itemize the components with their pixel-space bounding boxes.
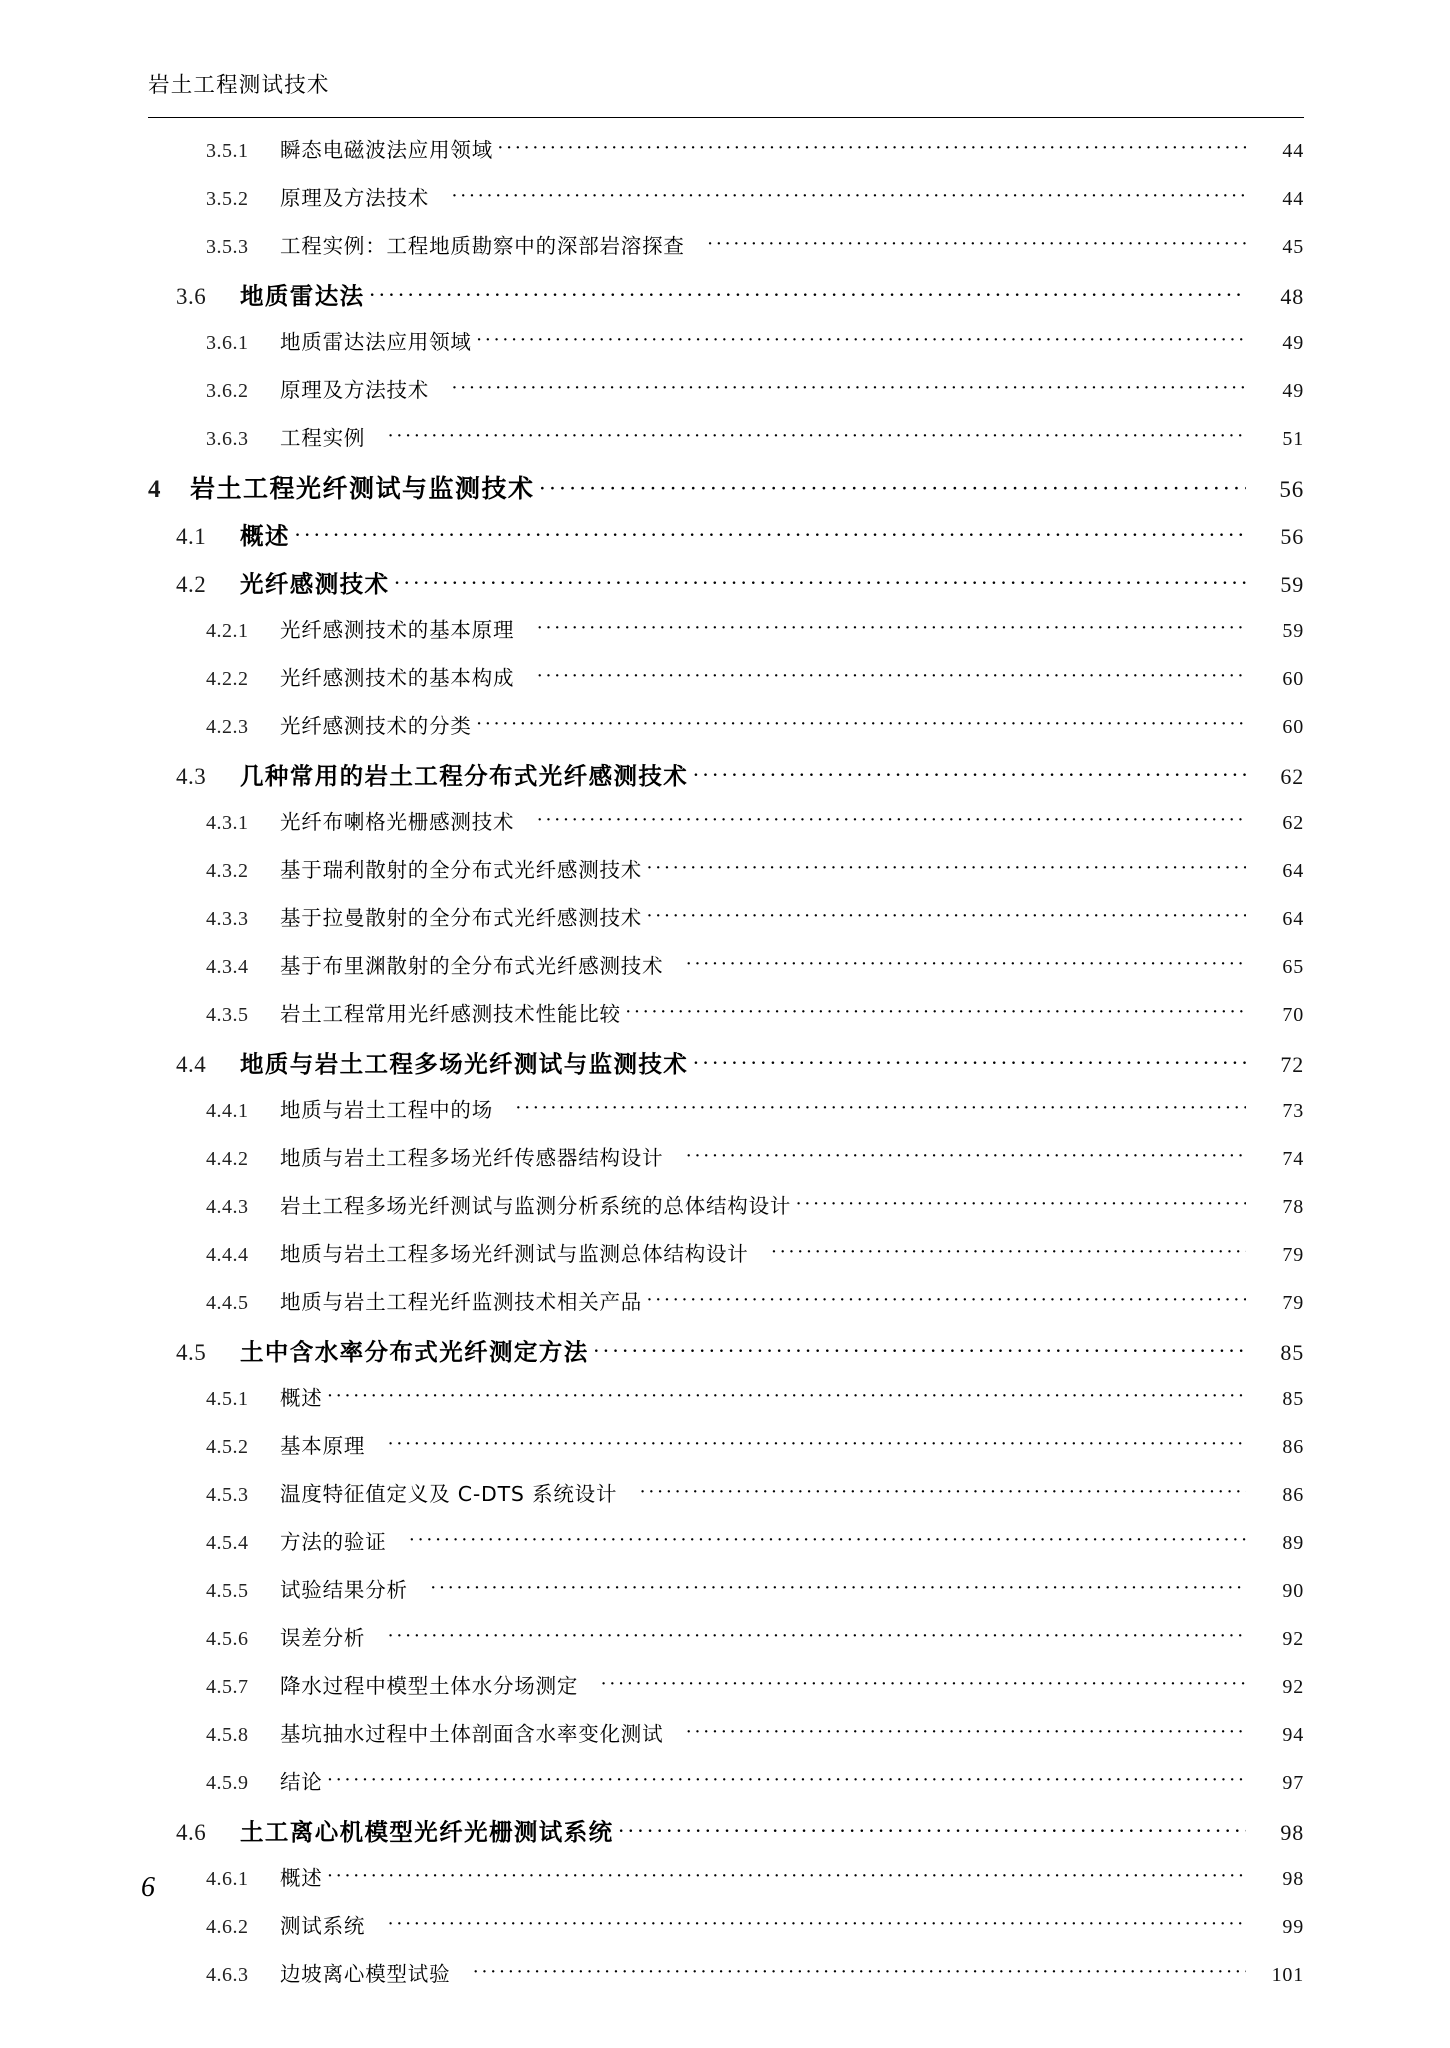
toc-entry-title: 基于布里渊散射的全分布式光纤感测技术 [280, 954, 664, 978]
toc-entry-title: 基于拉曼散射的全分布式光纤感测技术 [280, 906, 643, 930]
toc-dot-leader [685, 1725, 1246, 1741]
toc-entry-page-number: 79 [1282, 1292, 1304, 1314]
toc-dot-leader [646, 861, 1246, 877]
toc-entry-title: 工程实例：工程地质勘察中的深部岩溶探查 [280, 234, 685, 258]
toc-entry[interactable] [148, 1429, 1304, 1477]
toc-entry-page-number: 86 [1282, 1484, 1304, 1506]
toc-entry-number: 4.3 [176, 764, 207, 789]
toc-entry-page-number: 64 [1282, 908, 1304, 930]
toc-entry-title: 地质与岩土工程光纤监测技术相关产品 [280, 1290, 643, 1314]
toc-entry-title: 降水过程中模型土体水分场测定 [280, 1674, 579, 1698]
toc-entry-page-number: 94 [1282, 1724, 1304, 1746]
toc-entry[interactable] [148, 661, 1304, 709]
toc-entry[interactable] [148, 1093, 1304, 1141]
toc-dot-leader [387, 429, 1246, 445]
toc-entry[interactable] [148, 997, 1304, 1045]
toc-entry-title: 工程实例 [280, 426, 366, 450]
page-number-folio: 6 [141, 1872, 155, 1903]
toc-entry-number: 4.4 [176, 1052, 207, 1077]
toc-entry-title: 地质雷达法应用领域 [280, 330, 472, 354]
toc-entry-page-number: 89 [1282, 1532, 1304, 1554]
toc-dot-leader [430, 1581, 1246, 1597]
toc-entry-page-number: 86 [1282, 1436, 1304, 1458]
toc-entry-title: 概述 [240, 522, 290, 550]
toc-dot-leader [294, 528, 1246, 544]
toc-entry-title: 光纤感测技术的基本构成 [280, 666, 515, 690]
toc-dot-leader [387, 1629, 1246, 1645]
toc-entry-number: 4 [148, 476, 161, 503]
toc-entry[interactable] [148, 1477, 1304, 1525]
toc-entry-number: 4.4.1 [206, 1100, 249, 1122]
toc-dot-leader [646, 909, 1246, 925]
toc-entry-title: 岩土工程光纤测试与监测技术 [190, 474, 535, 503]
toc-entry-title: 地质与岩土工程多场光纤传感器结构设计 [280, 1146, 664, 1170]
toc-entry[interactable] [148, 1957, 1304, 2005]
toc-entry-page-number: 48 [1280, 284, 1304, 309]
toc-entry[interactable] [148, 901, 1304, 949]
toc-entry[interactable] [148, 517, 1304, 565]
toc-entry-number: 4.6 [176, 1820, 207, 1845]
toc-entry[interactable] [148, 1285, 1304, 1333]
toc-entry-page-number: 99 [1282, 1916, 1304, 1938]
toc-entry-page-number: 85 [1282, 1388, 1304, 1410]
toc-entry[interactable] [148, 325, 1304, 373]
toc-entry[interactable] [148, 1813, 1304, 1861]
toc-entry-number: 4.2.2 [206, 668, 249, 690]
toc-entry-page-number: 90 [1282, 1580, 1304, 1602]
toc-entry-page-number: 73 [1282, 1100, 1304, 1122]
toc-entry-title: 几种常用的岩土工程分布式光纤感测技术 [240, 762, 689, 790]
toc-dot-leader [625, 1005, 1246, 1021]
toc-entry-title: 误差分析 [280, 1626, 366, 1650]
toc-entry-page-number: 49 [1282, 332, 1304, 354]
toc-dot-leader [618, 1824, 1247, 1840]
toc-dot-leader [536, 621, 1246, 637]
toc-entry-number: 3.6.3 [206, 428, 249, 450]
toc-entry[interactable] [148, 469, 1304, 517]
toc-entry-title: 土中含水率分布式光纤测定方法 [240, 1338, 589, 1366]
toc-entry-page-number: 85 [1280, 1340, 1304, 1365]
toc-entry-page-number: 45 [1282, 236, 1304, 258]
toc-entry-title: 试验结果分析 [280, 1578, 408, 1602]
toc-entry[interactable] [148, 1717, 1304, 1765]
toc-entry-page-number: 49 [1282, 380, 1304, 402]
toc-entry-page-number: 51 [1282, 428, 1304, 450]
toc-entry-number: 4.5.7 [206, 1676, 249, 1698]
toc-entry-number: 4.5.3 [206, 1484, 249, 1506]
toc-entry[interactable] [148, 1765, 1304, 1813]
toc-entry-number: 4.3.4 [206, 956, 249, 978]
toc-entry[interactable] [148, 1669, 1304, 1717]
toc-entry-page-number: 65 [1282, 956, 1304, 978]
toc-entry-page-number: 56 [1279, 477, 1304, 502]
toc-entry-number: 3.5.2 [206, 188, 249, 210]
toc-entry-title: 地质与岩土工程中的场 [280, 1098, 493, 1122]
toc-entry-number: 4.5 [176, 1340, 207, 1365]
toc-entry-title: 方法的验证 [280, 1530, 387, 1554]
toc-dot-leader [472, 1965, 1246, 1981]
toc-dot-leader [685, 957, 1246, 973]
toc-entry-page-number: 78 [1282, 1196, 1304, 1218]
toc-entry[interactable] [148, 613, 1304, 661]
toc-entry-page-number: 44 [1282, 140, 1304, 162]
toc-dot-leader [539, 481, 1246, 497]
toc-entry[interactable] [148, 709, 1304, 757]
toc-entry[interactable] [148, 277, 1304, 325]
toc-entry-page-number: 59 [1282, 620, 1304, 642]
toc-dot-leader [497, 141, 1246, 157]
toc-dot-leader [476, 333, 1246, 349]
toc-entry-number: 4.6.2 [206, 1916, 249, 1938]
toc-entry-title: 光纤感测技术 [240, 570, 390, 598]
toc-entry[interactable] [148, 133, 1304, 181]
toc-entry-number: 4.2 [176, 572, 207, 597]
toc-entry-number: 4.5.8 [206, 1724, 249, 1746]
running-header-title: 岩土工程测试技术 [148, 73, 330, 98]
toc-entry-number: 4.4.2 [206, 1148, 249, 1170]
toc-entry-title: 基本原理 [280, 1434, 366, 1458]
toc-dot-leader [327, 1869, 1246, 1885]
toc-entry-number: 4.3.2 [206, 860, 249, 882]
toc-entry-title: 岩土工程多场光纤测试与监测分析系统的总体结构设计 [280, 1194, 792, 1218]
toc-entry-number: 4.6.3 [206, 1964, 249, 1986]
toc-entry-number: 4.2.1 [206, 620, 249, 642]
toc-entry-page-number: 60 [1282, 668, 1304, 690]
toc-entry-number: 4.6.1 [206, 1868, 249, 1890]
toc-entry[interactable] [148, 1621, 1304, 1669]
toc-entry-title: 原理及方法技术 [280, 186, 430, 210]
toc-entry-title: 地质与岩土工程多场光纤测试与监测总体结构设计 [280, 1242, 749, 1266]
toc-dot-leader [771, 1245, 1246, 1261]
toc-entry[interactable] [148, 853, 1304, 901]
toc-entry-page-number: 92 [1282, 1676, 1304, 1698]
toc-entry[interactable] [148, 1573, 1304, 1621]
toc-entry-page-number: 62 [1280, 764, 1304, 789]
toc-entry-page-number: 101 [1271, 1964, 1304, 1986]
toc-entry-number: 4.5.9 [206, 1772, 249, 1794]
toc-entry-number: 4.5.4 [206, 1532, 249, 1554]
toc-entry[interactable] [148, 1141, 1304, 1189]
toc-entry-page-number: 59 [1280, 572, 1304, 597]
toc-entry-page-number: 56 [1280, 524, 1304, 549]
toc-entry[interactable] [148, 1861, 1304, 1909]
toc-entry-number: 4.4.4 [206, 1244, 249, 1266]
toc-entry[interactable] [148, 1045, 1304, 1093]
toc-entry-page-number: 92 [1282, 1628, 1304, 1650]
toc-entry[interactable] [148, 1909, 1304, 1957]
toc-entry-number: 4.3.5 [206, 1004, 249, 1026]
toc-entry-number: 3.5.3 [206, 236, 249, 258]
toc-dot-leader [327, 1389, 1246, 1405]
toc-dot-leader [639, 1485, 1246, 1501]
toc-entry[interactable] [148, 1189, 1304, 1237]
toc-dot-leader [600, 1677, 1246, 1693]
toc-entry-number: 4.5.1 [206, 1388, 249, 1410]
table-of-contents [148, 133, 1304, 2005]
toc-dot-leader [692, 1056, 1246, 1072]
toc-entry[interactable] [148, 373, 1304, 421]
toc-entry[interactable] [148, 181, 1304, 229]
toc-entry-number: 4.4.3 [206, 1196, 249, 1218]
toc-dot-leader [795, 1197, 1246, 1213]
toc-entry-page-number: 98 [1282, 1868, 1304, 1890]
toc-entry-title: 边坡离心模型试验 [280, 1962, 451, 1986]
toc-dot-leader [707, 237, 1246, 253]
toc-dot-leader [451, 381, 1246, 397]
toc-dot-leader [685, 1149, 1246, 1165]
toc-dot-leader [476, 717, 1246, 733]
toc-entry-page-number: 64 [1282, 860, 1304, 882]
toc-entry-title: 概述 [280, 1866, 323, 1890]
toc-entry-number: 4.1 [176, 524, 207, 549]
toc-entry-number: 4.5.2 [206, 1436, 249, 1458]
toc-dot-leader [536, 669, 1246, 685]
toc-entry-page-number: 72 [1280, 1052, 1304, 1077]
toc-dot-leader [327, 1773, 1246, 1789]
toc-entry[interactable] [148, 1237, 1304, 1285]
toc-dot-leader [451, 189, 1246, 205]
toc-entry-page-number: 98 [1280, 1820, 1304, 1845]
toc-entry-page-number: 74 [1282, 1148, 1304, 1170]
toc-entry-title: 结论 [280, 1770, 323, 1794]
toc-entry-number: 4.5.5 [206, 1580, 249, 1602]
toc-entry-number: 3.5.1 [206, 140, 249, 162]
toc-dot-leader [387, 1437, 1246, 1453]
toc-entry-page-number: 60 [1282, 716, 1304, 738]
toc-entry-title: 瞬态电磁波法应用领域 [280, 138, 493, 162]
toc-dot-leader [692, 768, 1246, 784]
toc-dot-leader [387, 1917, 1246, 1933]
toc-entry-title: 基于瑞利散射的全分布式光纤感测技术 [280, 858, 643, 882]
toc-entry-number: 4.5.6 [206, 1628, 249, 1650]
toc-entry-title: 地质与岩土工程多场光纤测试与监测技术 [240, 1050, 689, 1078]
toc-entry-page-number: 97 [1282, 1772, 1304, 1794]
toc-entry-title: 测试系统 [280, 1914, 366, 1938]
toc-dot-leader [515, 1101, 1246, 1117]
toc-entry-page-number: 62 [1282, 812, 1304, 834]
toc-entry-title: 光纤感测技术的分类 [280, 714, 472, 738]
toc-entry[interactable] [148, 421, 1304, 469]
toc-entry-title: 岩土工程常用光纤感测技术性能比较 [280, 1002, 621, 1026]
toc-entry[interactable] [148, 1381, 1304, 1429]
toc-dot-leader [536, 813, 1246, 829]
toc-entry[interactable] [148, 565, 1304, 613]
toc-entry-title: 概述 [280, 1386, 323, 1410]
toc-dot-leader [646, 1293, 1246, 1309]
toc-entry-number: 4.3.3 [206, 908, 249, 930]
toc-entry[interactable] [148, 757, 1304, 805]
toc-entry-title: 地质雷达法 [240, 282, 365, 310]
toc-entry-number: 4.3.1 [206, 812, 249, 834]
toc-entry-number: 3.6.1 [206, 332, 249, 354]
toc-entry-title: 土工离心机模型光纤光栅测试系统 [240, 1818, 614, 1846]
toc-entry[interactable] [148, 229, 1304, 277]
toc-entry-page-number: 70 [1282, 1004, 1304, 1026]
toc-entry-number: 4.4.5 [206, 1292, 249, 1314]
toc-entry[interactable] [148, 805, 1304, 853]
toc-entry-title: 原理及方法技术 [280, 378, 430, 402]
toc-entry-title: 光纤布喇格光栅感测技术 [280, 810, 515, 834]
toc-dot-leader [409, 1533, 1247, 1549]
toc-dot-leader [369, 288, 1247, 304]
toc-entry[interactable] [148, 1333, 1304, 1381]
toc-entry-title: 光纤感测技术的基本原理 [280, 618, 515, 642]
header-rule [148, 117, 1304, 118]
toc-dot-leader [393, 576, 1246, 592]
toc-entry[interactable] [148, 1525, 1304, 1573]
toc-entry-title: 温度特征值定义及 C-DTS 系统设计 [280, 1482, 618, 1506]
toc-entry-title: 基坑抽水过程中土体剖面含水率变化测试 [280, 1722, 664, 1746]
toc-entry[interactable] [148, 949, 1304, 997]
toc-entry-page-number: 79 [1282, 1244, 1304, 1266]
toc-entry-number: 3.6 [176, 284, 207, 309]
toc-entry-number: 3.6.2 [206, 380, 249, 402]
toc-dot-leader [593, 1344, 1246, 1360]
toc-entry-page-number: 44 [1282, 188, 1304, 210]
toc-entry-number: 4.2.3 [206, 716, 249, 738]
